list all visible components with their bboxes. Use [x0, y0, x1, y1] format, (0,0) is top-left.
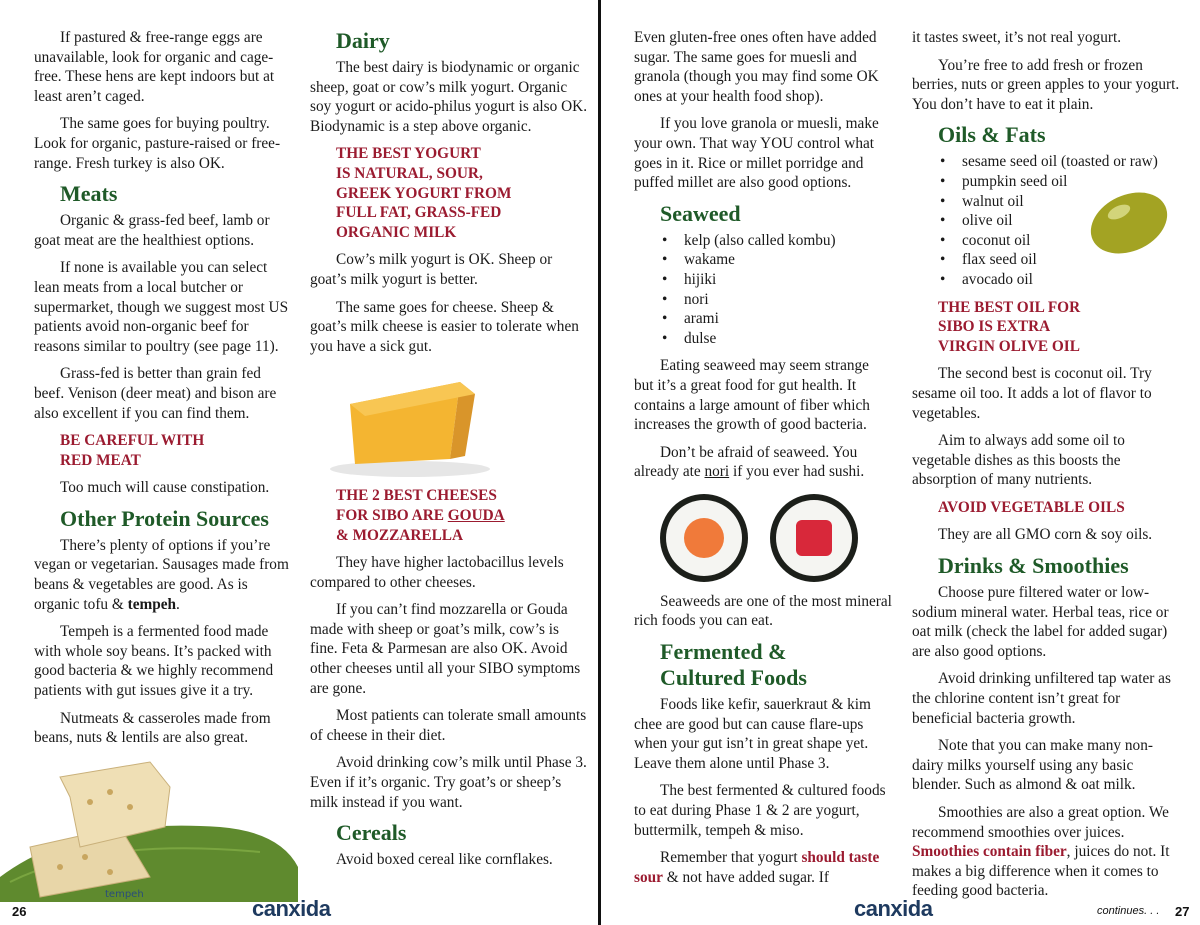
callout-best-oil — [938, 298, 1184, 357]
paragraph: They have higher lactobacillus levels compared to other cheeses. — [310, 554, 564, 591]
paragraph: If you love granola or muesli, make your own. That way YOU control what goes in it. Rice or millet porridge and puffed millet are also good options. — [634, 115, 879, 192]
text-run: & not have added sugar. If — [662, 868, 829, 886]
paragraph: Aim to always add some oil to vegetable dishes as this boosts the absorption of many nutrients. — [912, 432, 1125, 489]
paragraph: Even gluten-free ones often have added sugar. The same goes for muesli and granola (though you may find some OK ones at your health food shop). — [634, 29, 879, 105]
heading-line: Cultured Foods — [660, 665, 807, 691]
callout-red-meat — [60, 431, 292, 470]
callout-best-yogurt — [336, 144, 590, 242]
paragraph: Organic & grass-fed beef, lamb or goat meat are the healthiest options. — [34, 212, 270, 249]
callout-line: SIBO IS EXTRA — [938, 318, 1051, 336]
heading-meats: Meats — [60, 181, 118, 207]
canxida-logo-left: canxida — [252, 896, 331, 921]
paragraph: If you can’t find mozzarella or Gouda made with sheep or goat’s milk, cow’s is fine. Feta & Parmesan are also OK. Avoid other cheeses until all your SIBO symptoms are gone. — [310, 601, 581, 697]
list-item: • nori — [660, 290, 892, 310]
text-run: Remember that yogurt — [660, 849, 802, 867]
cheese-image — [310, 364, 590, 482]
paragraph: Nutmeats & casseroles made from beans, nuts & lentils are also great. — [34, 709, 271, 747]
text-run: FOR SIBO ARE — [336, 506, 448, 524]
sushi-image — [634, 490, 892, 586]
heading-other-protein: Other Protein Sources — [60, 505, 269, 531]
paragraph: Avoid drinking cow’s milk until Phase 3. Even if it’s organic. Try goat’s or sheep’s milk instead if you want. — [310, 754, 587, 811]
paragraph: If pastured & free-range eggs are unavailable, look for organic and cage-free. These hens are kept indoors but at least aren’t caged. — [34, 29, 275, 105]
canxida-logo-right: canxida — [854, 896, 933, 921]
tempeh-illustration — [0, 757, 298, 902]
paragraph: They are all GMO corn & soy oils. — [938, 526, 1153, 544]
right-page — [602, 0, 1200, 925]
paragraph: Seaweeds are one of the most mineral rich foods you can eat. — [634, 592, 892, 630]
list-item: • dulse — [660, 329, 892, 349]
list-item: • sesame seed oil (toasted or raw) — [938, 152, 1184, 172]
callout-line: RED MEAT — [60, 451, 141, 469]
text-run: if you ever had sushi. — [729, 463, 865, 481]
page-number-right: 27 — [1175, 904, 1190, 919]
continues-label: continues. . . — [1097, 905, 1160, 917]
heading-seaweed: Seaweed — [660, 200, 741, 226]
heading-cereals: Cereals — [336, 820, 407, 846]
callout-line — [336, 506, 590, 526]
callout-best-cheeses — [336, 486, 590, 545]
bold-tempeh: tempeh — [127, 595, 177, 613]
paragraph: Grass-fed is better than grain fed beef. Venison (deer meat) and bison are also excellent if you can find them. — [34, 365, 277, 422]
callout-avoid-vegetable-oils: AVOID VEGETABLE OILS — [938, 498, 1125, 516]
list-item: • walnut oil — [938, 192, 1184, 212]
emphasis-taste-sour: should taste sour — [634, 849, 880, 886]
paragraph: You’re free to add fresh or frozen berries, nuts or green apples to your yogurt. You don’t have to eat it plain. — [912, 56, 1180, 113]
text-run: There’s plenty of options if you’re vegan or vegetarian. Sausages made from beans & vegetables are good. As is organic tofu & — [34, 536, 289, 613]
underlined-nori: nori — [704, 463, 730, 481]
paragraph: Too much will cause constipation. — [60, 479, 270, 497]
callout-line: THE BEST YOGURT — [336, 145, 481, 163]
paragraph: The second best is coconut oil. Try sesame oil too. It adds a lot of flavor to vegetables. — [912, 365, 1152, 422]
page-number-left: 26 — [12, 904, 27, 919]
text-run: , juices do not. It makes a big difference when it comes to feeding good bacteria. — [912, 843, 1170, 900]
list-item: • coconut oil — [938, 231, 1184, 251]
list-item: • olive oil — [938, 211, 1184, 231]
list-item: • hijiki — [660, 270, 892, 290]
heading-drinks-smoothies: Drinks & Smoothies — [938, 553, 1129, 579]
paragraph: Tempeh is a fermented food made with whole soy beans. It’s packed with good bacteria & we highly recommend patients with gut issues give it a try. — [34, 623, 274, 700]
cheese-illustration — [310, 364, 590, 482]
seaweed-list — [660, 231, 892, 349]
list-item: • kelp (also called kombu) — [660, 231, 892, 251]
callout-line: & MOZZARELLA — [336, 526, 464, 544]
paragraph: Avoid boxed cereal like cornflakes. — [336, 851, 553, 869]
underlined-gouda: GOUDA — [447, 506, 505, 524]
emphasis-smoothies-fiber: Smoothies contain fiber — [912, 843, 1067, 861]
paragraph: Choose pure filtered water or low-sodium mineral water. Herbal teas, rice or oat milk (check the label for added sugar) are also good options. — [912, 584, 1169, 660]
paragraph: The best fermented & cultured foods to eat during Phase 1 & 2 are yogurt, buttermilk, tempeh & miso. — [634, 782, 886, 839]
paragraph — [34, 536, 292, 614]
heading-dairy: Dairy — [336, 28, 390, 53]
text-run: Smoothies are also a great option. We recommend smoothies over juices. — [912, 804, 1169, 841]
paragraph — [912, 803, 1184, 901]
paragraph: The same goes for cheese. Sheep & goat’s milk cheese is easier to tolerate when you have a sick gut. — [310, 298, 579, 355]
heading-line: Fermented & — [660, 639, 787, 665]
list-item: • wakame — [660, 250, 892, 270]
callout-line: IS NATURAL, SOUR, — [336, 164, 483, 182]
list-item: • pumpkin seed oil — [938, 172, 1184, 192]
callout-line: THE 2 BEST CHEESES — [336, 487, 497, 505]
paragraph — [634, 443, 892, 482]
list-item: • arami — [660, 309, 892, 329]
sushi-illustration — [634, 490, 892, 586]
text-run: Don’t be afraid of seaweed. You already ate — [634, 443, 858, 481]
list-item: • flax seed oil — [938, 250, 1184, 270]
paragraph: Cow’s milk yogurt is OK. Sheep or goat’s milk yogurt is better. — [310, 251, 553, 288]
heading-oils-fats: Oils & Fats — [938, 122, 1046, 148]
callout-line: BE CAREFUL WITH — [60, 432, 205, 450]
left-column-1 — [34, 28, 292, 756]
page-divider — [598, 0, 601, 925]
callout-line: GREEK YOGURT FROM — [336, 184, 512, 202]
oils-block — [912, 152, 1184, 289]
callout-line: ORGANIC MILK — [336, 223, 457, 241]
left-page — [0, 0, 598, 925]
olive-illustration — [1084, 188, 1174, 258]
callout-line: VIRGIN OLIVE OIL — [938, 337, 1080, 355]
tempeh-image — [0, 757, 298, 902]
paragraph — [634, 848, 892, 887]
list-item: • avocado oil — [938, 270, 1184, 290]
right-column-1 — [634, 28, 892, 895]
paragraph: Avoid drinking unfiltered tap water as the chlorine content isn’t great for beneficial bacteria growth. — [912, 670, 1171, 727]
text-run: . — [176, 595, 180, 613]
right-column-2 — [912, 28, 1184, 909]
paragraph: Eating seaweed may seem strange but it’s a great food for gut health. It contains a large amount of fiber which increases the growth of good bacteria. — [634, 357, 870, 434]
paragraph: Note that you can make many non-dairy milks yourself using any basic blender. Such as almond & oat milk. — [912, 737, 1153, 794]
callout-line: THE BEST OIL FOR — [938, 298, 1081, 316]
callout-line: FULL FAT, GRASS-FED — [336, 204, 502, 222]
paragraph: it tastes sweet, it’s not real yogurt. — [912, 29, 1122, 46]
tempeh-caption: tempeh — [105, 889, 144, 900]
left-column-2 — [310, 28, 590, 878]
paragraph: The same goes for buying poultry. Look for organic, pasture-raised or free-range. Fresh turkey is also OK. — [34, 115, 281, 172]
paragraph: The best dairy is biodynamic or organic sheep, goat or cow’s milk yogurt. Organic soy yogurt or acido-philus yogurt is also OK. Biodynamic is a step above organic. — [310, 59, 588, 135]
paragraph: If none is available you can select lean meats from a local butcher or supermarket, though we suggest most US patients avoid non-organic beef for reasons similar to poultry (see page 11). — [34, 259, 289, 355]
paragraph: Foods like kefir, sauerkraut & kim chee are good but can cause flare-ups when your gut isn’t in great shape yet. Leave them alone until Phase 3. — [634, 696, 871, 772]
paragraph: Most patients can tolerate small amounts of cheese in their diet. — [310, 707, 587, 744]
heading-fermented — [660, 639, 892, 691]
